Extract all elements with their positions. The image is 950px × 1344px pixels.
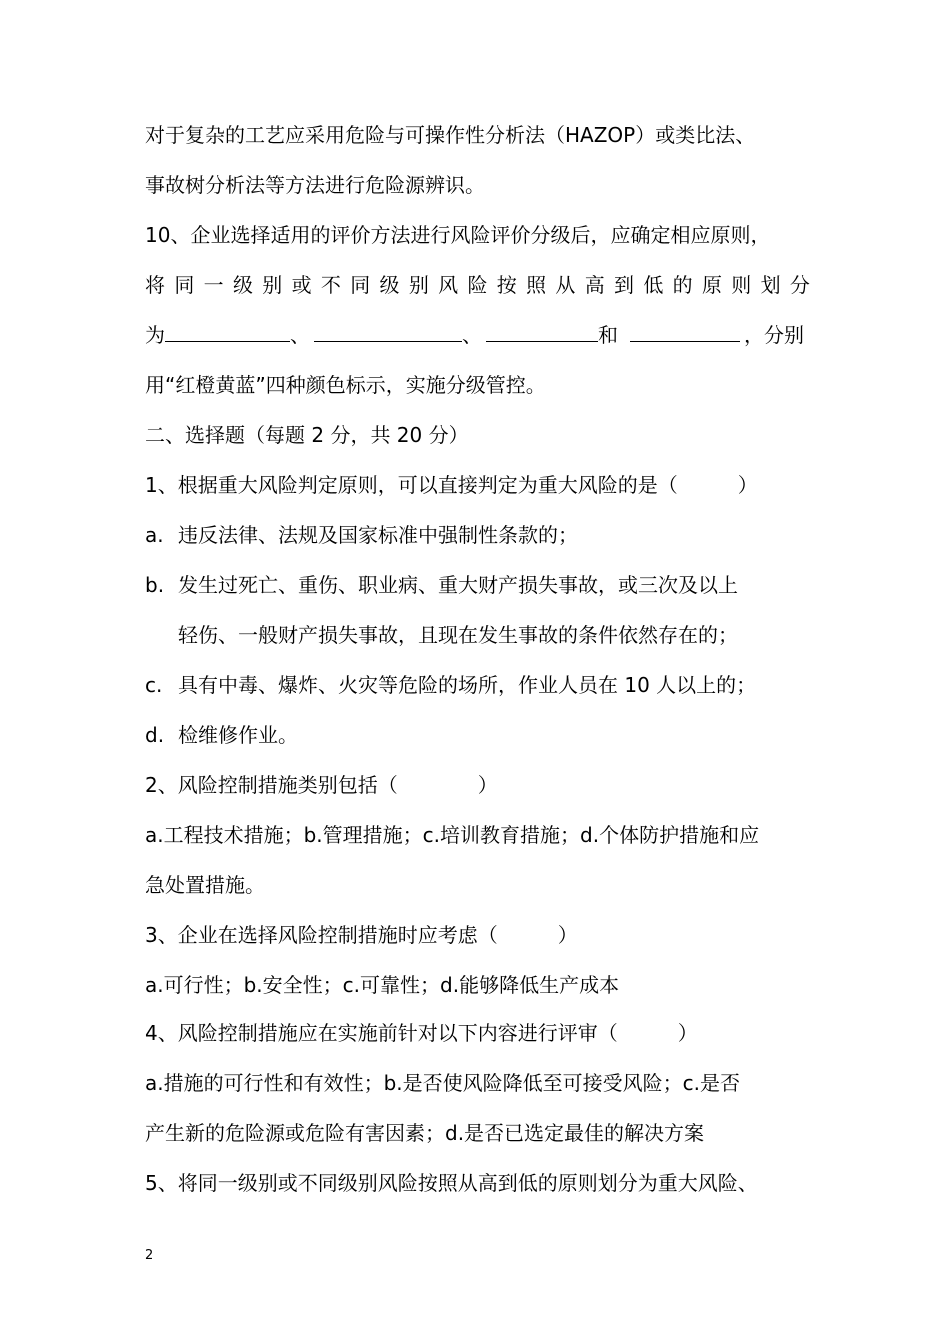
question-5-stem: 5、将同一级别或不同级别风险按照从高到低的原则划分为重大风险、 [145, 1171, 758, 1195]
text-line: 用“红橙黄蓝”四种颜色标示，实施分级管控。 [145, 373, 546, 397]
text-char: 的 [672, 273, 693, 297]
text-char: 按 [496, 273, 517, 297]
question-2-options: a.工程技术措施；b.管理措施；c.培训教育措施；d.个体防护措施和应 [145, 823, 760, 847]
text-char: 划 [760, 273, 781, 297]
fill-lead: 为 [145, 323, 165, 347]
option-b-continued: 轻伤、一般财产损失事故，且现在发生事故的条件依然存在的； [178, 623, 738, 647]
text-char: 原 [701, 273, 722, 297]
text-char: 分 [789, 273, 810, 297]
question-1-stem: 1、根据重大风险判定原则，可以直接判定为重大风险的是（ ） [145, 473, 758, 497]
text-char: 到 [614, 273, 634, 297]
page-number: 2 [145, 1248, 154, 1263]
blank-3 [486, 319, 598, 342]
question-4-options: 产生新的危险源或危险有害因素；d.是否已选定最佳的解决方案 [145, 1121, 705, 1145]
separator: 、 [462, 323, 482, 347]
separator: 、 [290, 323, 310, 347]
option-a: a. 违反法律、法规及国家标准中强制性条款的； [145, 523, 578, 547]
question-4-options: a.措施的可行性和有效性；b.是否使风险降低至可接受风险；c.是否 [145, 1071, 741, 1095]
question-3-options: a.可行性；b.安全性；c.可靠性；d.能够降低生产成本 [145, 973, 620, 997]
text-line: 对于复杂的工艺应采用危险与可操作性分析法（HAZOP）或类比法、 [145, 123, 756, 147]
text-char: 级 [232, 273, 253, 297]
option-d: d. 检维修作业。 [145, 723, 298, 747]
question-10-text-spaced [145, 268, 810, 302]
option-c: c. 具有中毒、爆炸、火灾等危险的场所，作业人员在 10 人以上的； [145, 673, 757, 697]
text-char: 照 [526, 273, 547, 297]
text-char: 同 [350, 273, 371, 297]
text-char: 将 [145, 273, 165, 297]
question-10-text: 10、企业选择适用的评价方法进行风险评价分级后，应确定相应原则， [145, 223, 771, 247]
blank-4 [630, 319, 740, 342]
question-2-stem: 2、风险控制措施类别包括（ ） [145, 773, 498, 797]
text-char: 低 [643, 273, 664, 297]
text-char: 险 [467, 273, 488, 297]
and-word: 和 [598, 323, 618, 347]
section-title: 二、选择题（每题 2 分，共 20 分） [145, 423, 469, 447]
text-char: 高 [584, 273, 605, 297]
text-char: 或 [291, 273, 312, 297]
fill-in-line [145, 318, 810, 352]
text-char: 从 [555, 273, 576, 297]
text-char: 级 [379, 273, 400, 297]
text-char: 一 [203, 273, 224, 297]
text-char: 则 [731, 273, 752, 297]
question-2-options: 急处置措施。 [145, 873, 265, 897]
text-char: 别 [408, 273, 429, 297]
text-line: 事故树分析法等方法进行危险源辨识。 [145, 173, 485, 197]
text-char: 风 [438, 273, 459, 297]
blank-2 [314, 319, 462, 342]
option-b: b. 发生过死亡、重伤、职业病、重大财产损失事故，或三次及以上 [145, 573, 738, 597]
question-4-stem: 4、风险控制措施应在实施前针对以下内容进行评审（ ） [145, 1021, 698, 1045]
text-char: 不 [320, 273, 341, 297]
fill-tail: ，分别 [744, 323, 804, 347]
question-3-stem: 3、企业在选择风险控制措施时应考虑（ ） [145, 923, 578, 947]
blank-1 [165, 319, 290, 342]
text-char: 别 [262, 273, 283, 297]
text-char: 同 [174, 273, 195, 297]
